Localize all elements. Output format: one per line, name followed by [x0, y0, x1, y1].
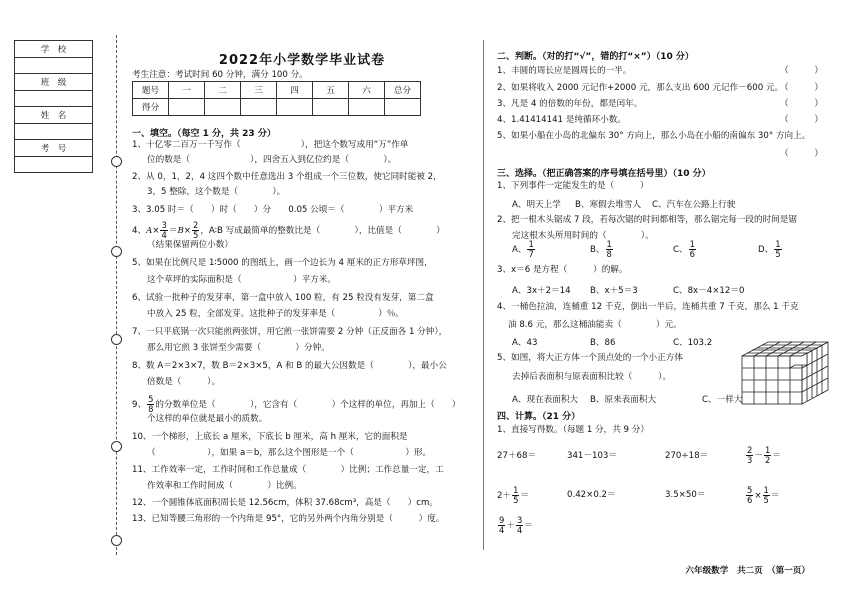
- score-cell[interactable]: [169, 99, 205, 116]
- fraction: [498, 516, 505, 535]
- frac-denominator: 4: [161, 230, 167, 240]
- choice-option[interactable]: A、现在表面积大: [512, 395, 579, 405]
- score-header-cell: 五: [313, 82, 349, 99]
- school-label: 学 校: [15, 41, 93, 58]
- exam-number-field[interactable]: [15, 156, 93, 173]
- binding-hole: [111, 156, 122, 167]
- q4-var-a: A: [146, 226, 153, 236]
- choice-option[interactable]: [758, 240, 783, 259]
- judge-item-4: 4、1.41414141 是纯循环小数。: [497, 115, 626, 125]
- calc-item: 27＋68＝: [497, 451, 537, 461]
- choice-question-5-line-1: 5、如图，将大正方体一个顶点处的一个小正方体: [497, 353, 683, 363]
- option-fraction: [689, 240, 696, 259]
- frac-numerator: 2: [747, 445, 753, 455]
- option-letter: C、: [673, 245, 688, 255]
- choice-question-2-line-1: 2、把一根木头锯成 7 段，若每次锯的时间都相等，那么锯完每一段的时间是锯: [497, 215, 797, 225]
- equals: ＝: [520, 491, 530, 501]
- choice-option[interactable]: [673, 240, 697, 259]
- q4-op: ×: [152, 226, 160, 236]
- frac-numerator: 1: [764, 445, 771, 455]
- q4-fraction-2: [192, 221, 199, 240]
- calc-item-fraction: [745, 486, 780, 505]
- section-3-heading: 三、选择。（把正确答案的序号填在括号里）（10 分）: [497, 169, 711, 179]
- choice-option[interactable]: C、8x－4×12＝0: [673, 286, 745, 296]
- frac-numerator: 2: [192, 220, 199, 230]
- judge-blank[interactable]: （ ）: [780, 99, 823, 109]
- operator: ＋: [506, 521, 515, 531]
- option-letter: B、: [590, 245, 605, 255]
- frac-denominator: 8: [606, 249, 612, 259]
- question-4-line-2: （结果保留两位小数）: [147, 240, 233, 250]
- choice-question-4-line-2: 油 8.6 元，那么这桶油能卖（ ）元。: [508, 320, 682, 330]
- question-9-line-2: 个这样的单位就是最小的质数。: [147, 414, 268, 424]
- frac-denominator: 6: [689, 249, 695, 259]
- score-header-cell: 题号: [133, 82, 169, 99]
- fraction: [746, 446, 753, 465]
- calc-item-fraction: [497, 516, 533, 535]
- choice-option[interactable]: [512, 240, 536, 259]
- question-5-line-2: 这个草坪的实际面积是（ ）平方米。: [147, 275, 337, 285]
- frac-numerator: 1: [689, 239, 695, 249]
- judge-item-5: 5、如果小船在小岛的北偏东 30° 方向上，那么小岛在小船的南偏东 30° 方向上。: [497, 131, 811, 141]
- frac-denominator: 5: [513, 495, 519, 505]
- frac-numerator: 1: [528, 239, 534, 249]
- fraction: [512, 486, 519, 505]
- frac-numerator: 1: [775, 239, 781, 249]
- frac-numerator: 3: [161, 220, 167, 230]
- score-cell[interactable]: [385, 99, 421, 116]
- fraction: [516, 516, 523, 535]
- section-2-heading: 二、判断。（对的打“√”，错的打“×”）（10 分）: [497, 52, 694, 62]
- score-header-cell: 二: [205, 82, 241, 99]
- exam-notice: 考生注意：考试时间 60 分钟，满分 100 分。: [132, 70, 308, 80]
- frac-numerator: 5: [148, 394, 154, 404]
- q4-fraction-1: [160, 221, 167, 240]
- name-field[interactable]: [15, 123, 93, 140]
- choice-question-3: 3、x＝6 是方程（ ）的解。: [497, 265, 628, 275]
- question-8-line-2: 倍数是（ ）。: [147, 377, 221, 387]
- frac-denominator: 4: [499, 525, 505, 535]
- frac-numerator: 9: [499, 515, 505, 525]
- score-row-label: 得分: [133, 99, 169, 116]
- judge-blank[interactable]: （ ）: [780, 83, 823, 93]
- choice-option[interactable]: B、86: [590, 338, 616, 348]
- choice-question-5-line-2: 去掉后表面积与原表面积比较（ ）。: [512, 372, 671, 382]
- section-4-heading: 四、计算。（21 分）: [497, 412, 581, 422]
- binding-hole: [111, 441, 122, 452]
- choice-option[interactable]: [590, 240, 614, 259]
- frac-numerator: 5: [747, 485, 753, 495]
- choice-question-4-line-1: 4、一桶色拉油，连桶重 12 千克，倒出一半后，连桶共重 7 千克，那么 1 千克: [497, 302, 799, 312]
- frac-numerator: 1: [513, 485, 519, 495]
- judge-item-2: 2、如果将收入 2000 元记作+2000 元，那么支出 600 元记作－600 元。: [497, 83, 784, 93]
- q4-number: 4、: [132, 226, 147, 236]
- choice-option[interactable]: C、汽车在公路上行驶: [652, 200, 736, 210]
- question-13: 13、已知等腰三角形的一个内角是 95°，它的另外两个内角分别是（ ）度。: [132, 514, 445, 524]
- frac-denominator: 4: [516, 525, 523, 535]
- section-1-heading: 一、填空。（每空 1 分，共 23 分）: [132, 129, 276, 139]
- score-header-cell: 四: [277, 82, 313, 99]
- choice-option[interactable]: B、寒假去堆雪人: [575, 200, 642, 210]
- equals: ＝: [772, 451, 781, 461]
- calc-item-fraction: [497, 486, 529, 505]
- score-cell[interactable]: [241, 99, 277, 116]
- score-cell[interactable]: [349, 99, 385, 116]
- calc-item: 0.42×0.2＝: [567, 490, 616, 500]
- question-1-line-2: 位的数是（ ），四舍五入到亿位约是（ ）。: [147, 155, 397, 165]
- operator: ×: [754, 491, 762, 501]
- judge-blank[interactable]: （ ）: [780, 149, 823, 159]
- question-3: 3、3.05 时＝（ ）时（ ）分 0.05 公顷＝（ ）平方米: [132, 205, 414, 215]
- option-letter: D、: [758, 245, 774, 255]
- option-letter: A、: [512, 245, 527, 255]
- calc-item: 270÷18＝: [665, 451, 709, 461]
- question-2-line-1: 2、从 0，1，2，4 这四个数中任意选出 3 个组成一个三位数，使它同时能被 2，: [132, 172, 442, 182]
- name-label: 姓 名: [15, 107, 93, 124]
- judge-item-3: 3、凡是 4 的倍数的年份，都是闰年。: [497, 99, 643, 109]
- question-10-line-1: 10、一个梯形，上底长 a 厘米，下底长 b 厘米，高 h 厘米，它的面积是: [132, 432, 408, 442]
- frac-numerator: 1: [606, 239, 612, 249]
- binding-hole: [111, 334, 122, 345]
- binding-hole: [111, 535, 122, 546]
- q9-fraction: [147, 395, 154, 414]
- frac-denominator: 2: [764, 455, 771, 465]
- frac-numerator: 3: [516, 515, 523, 525]
- question-5-line-1: 5、如果在比例尺是 1∶5000 的图纸上，画一个边长为 4 厘米的正方形草坪图，: [132, 258, 433, 268]
- question-12: 12、一个圆锥体底面积周长是 12.56cm，体积 37.68cm³，高是（ ）cm。: [132, 498, 438, 508]
- calc-prefix: 2＋: [497, 491, 512, 501]
- operator: －: [754, 451, 763, 461]
- school-field[interactable]: [15, 57, 93, 74]
- calc-item: 3.5×50＝: [665, 490, 706, 500]
- choice-option[interactable]: B、原来表面积大: [590, 395, 657, 405]
- score-cell[interactable]: [277, 99, 313, 116]
- judge-item-1: 1、丰圆的周长应是圆周长的一半。: [497, 66, 632, 76]
- q4-op: ×: [183, 226, 191, 236]
- frac-denominator: 8: [148, 404, 154, 414]
- frac-denominator: 5: [192, 230, 199, 240]
- question-4-line-1: [132, 221, 445, 240]
- fraction: [764, 446, 771, 465]
- equals: ＝: [524, 521, 533, 531]
- binding-hole: [111, 246, 122, 257]
- choice-option[interactable]: C、一样大: [702, 395, 743, 405]
- choice-question-2-line-2: 完这根木头所用时间的（ ）。: [512, 231, 654, 241]
- q9-text: 的分数单位是（ ），它含有（ ）个这样的单位，再加上（ ）: [155, 400, 461, 410]
- option-fraction: [774, 240, 781, 259]
- frac-denominator: 3: [747, 455, 753, 465]
- choice-option[interactable]: A、明天上学: [512, 200, 561, 210]
- question-9-line-1: [132, 395, 460, 414]
- question-11-line-1: 11、工作效率一定，工作时间和工作总量成（ ）比例；工作总量一定，工: [132, 465, 444, 475]
- score-header-cell: 总分: [385, 82, 421, 99]
- calc-subheading: 1、直接写得数。（每题 1 分，共 9 分）: [497, 425, 649, 435]
- choice-option[interactable]: A、3x＋2＝14: [512, 286, 571, 296]
- score-table: [132, 81, 421, 116]
- frac-denominator: 7: [528, 249, 534, 259]
- calc-item: 341－103＝: [567, 451, 617, 461]
- question-11-line-2: 作效率和工作时间成（ ）比例。: [147, 481, 302, 491]
- question-2-line-2: 3，5 整除，这个数是（ ）。: [147, 187, 286, 197]
- option-fraction: [606, 240, 613, 259]
- binding-dashed-line: [116, 35, 117, 555]
- score-cell[interactable]: [313, 99, 349, 116]
- student-info-table: [14, 40, 93, 173]
- score-cell[interactable]: [205, 99, 241, 116]
- choice-option[interactable]: A、43: [512, 338, 538, 348]
- class-field[interactable]: [15, 90, 93, 107]
- choice-question-1: 1、下列事件一定能发生的是（ ）: [497, 181, 649, 191]
- score-header-cell: 一: [169, 82, 205, 99]
- question-8-line-1: 8、数 A＝2×3×7，数 B＝2×3×5，A 和 B 的最大公因数是（ ），最小公: [132, 361, 447, 371]
- judge-blank[interactable]: （ ）: [780, 66, 823, 76]
- column-divider: [483, 40, 484, 550]
- question-6-line-2: 中放入 25 粒，全部发芽。这批种子的发芽率是（ ）％。: [147, 309, 405, 319]
- q9-number: 9、: [132, 400, 147, 410]
- question-10-line-2: （ ），如果 a＝b，那么这个图形是一个（ ）形。: [147, 448, 432, 458]
- frac-denominator: 6: [747, 495, 753, 505]
- choice-option[interactable]: B、x＋5＝3: [590, 286, 638, 296]
- class-label: 班 级: [15, 74, 93, 91]
- fraction: [763, 486, 770, 505]
- fraction: [746, 486, 753, 505]
- calc-item-fraction: [745, 446, 781, 465]
- option-fraction: [527, 240, 534, 259]
- frac-numerator: 1: [763, 485, 769, 495]
- question-7-line-1: 7、一只平底锅一次只能煎两张饼，用它煎一张饼需要 2 分钟（正反面各 1 分钟），: [132, 327, 448, 337]
- q4-var-b: B: [177, 226, 184, 236]
- frac-denominator: 5: [763, 495, 769, 505]
- q4-op: ＝: [168, 226, 178, 236]
- score-header-cell: 六: [349, 82, 385, 99]
- question-6-line-1: 6、试验一批种子的发芽率，第一盒中放入 100 粒，有 25 粒没有发芽，第二盒: [132, 293, 434, 303]
- exam-title: 2022年小学数学毕业试卷: [218, 53, 386, 68]
- question-1-line-1: 1、十亿零二百万一千写作（ ），把这个数写成用“万”作单: [132, 140, 409, 150]
- frac-denominator: 5: [775, 249, 781, 259]
- exam-number-label: 考 号: [15, 140, 93, 157]
- score-header-cell: 三: [241, 82, 277, 99]
- equals: ＝: [770, 491, 780, 501]
- page-footer: 六年级数学 共二页 （第一页）: [685, 566, 810, 576]
- q4-text: ，A∶B 写成最简单的整数比是（ ），比值是（ ）: [200, 226, 445, 236]
- question-7-line-2: 那么用它煎 3 张饼至少需要（ ）分钟。: [147, 343, 330, 353]
- cube-figure: [740, 340, 832, 406]
- judge-blank[interactable]: （ ）: [780, 115, 823, 125]
- choice-option[interactable]: C、103.2: [673, 338, 713, 348]
